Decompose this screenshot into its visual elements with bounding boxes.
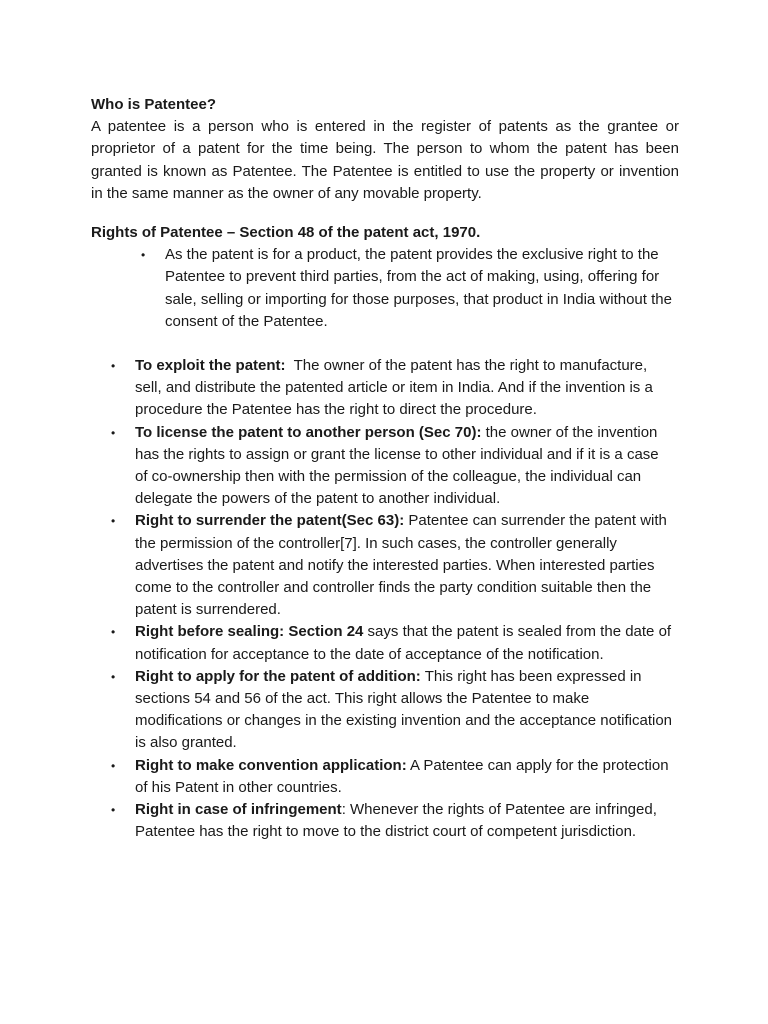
right-title: Right to apply for the patent of addition:: [135, 667, 421, 685]
bullet-icon: •: [111, 625, 116, 640]
first-bullet-list: [141, 244, 679, 333]
right-title: To license the patent to another person (Sec 70):: [135, 423, 482, 441]
bullet-icon: •: [111, 669, 116, 684]
right-text: Patentee can surrender the patent with the permission of the controller[7]. In such cases, the controller generally advertises the patent and notify the interested parties. When interested parties come to the controller and controller finds the party condition suitable then the patent is surrendered.: [135, 512, 667, 619]
right-text: A Patentee can apply for the protection of his Patent in other countries.: [135, 756, 669, 796]
list-item: [111, 355, 675, 422]
bullet-icon: •: [111, 514, 116, 529]
list-item: [111, 621, 675, 665]
right-text: : Whenever the rights of Patentee are infringed, Patentee has the right to move to the district court of competent jurisdiction.: [135, 801, 657, 841]
document-body: [91, 94, 679, 844]
right-text: says that the patent is sealed from the date of notification for acceptance to the date of acceptance of the notification.: [135, 623, 672, 663]
list-item: [111, 422, 675, 511]
list-item: [111, 799, 675, 843]
right-text: The owner of the patent has the right to manufacture, sell, and distribute the patented article or item in India. And if the invention is a procedure the Patentee has the right to direct the procedure.: [135, 357, 657, 419]
list-item-text: As the patent is for a product, the patent provides the exclusive right to the Patentee to prevent third parties, from the act of making, using, offering for sale, selling or importing for those purposes, that product in India without the consent of the Patentee.: [165, 246, 672, 330]
rights-heading: Rights of Patentee – Section 48 of the patent act, 1970.: [91, 224, 481, 242]
right-title: Right to make convention application:: [135, 756, 407, 774]
list-item: [111, 666, 675, 755]
right-title: Right to surrender the patent(Sec 63):: [135, 512, 405, 530]
bullet-icon: •: [141, 248, 146, 263]
bullet-icon: •: [111, 803, 116, 818]
rights-list: [111, 355, 675, 843]
bullet-icon: •: [111, 758, 116, 773]
list-item: [111, 755, 675, 799]
right-title: Right before sealing: Section 24: [135, 623, 364, 641]
right-text: This right has been expressed in sections 54 and 56 of the act. This right allows the Patentee to make modifications or changes in the existing invention and the acceptance notification is also granted.: [135, 667, 673, 752]
intro-paragraph: A patentee is a person who is entered in the register of patents as the grantee or proprietor of a patent for the time being. The person to whom the patent has been granted is known as Patentee. The Patentee is entitled to use the property or invention in the same manner as the owner of any movable property.: [91, 118, 679, 202]
bullet-icon: •: [111, 359, 116, 374]
right-title: To exploit the patent:: [135, 357, 286, 375]
list-item: [111, 510, 675, 621]
page-heading: Who is Patentee?: [91, 96, 217, 113]
list-item: [141, 244, 679, 333]
bullet-icon: •: [111, 425, 116, 440]
right-text: the owner of the invention has the rights to assign or grant the license to other individual and if it is a case of co-ownership then with the permission of the colleague, the individual can delegate the powers of the patent to another individual.: [135, 423, 659, 508]
right-title: Right in case of infringement: [135, 801, 342, 819]
